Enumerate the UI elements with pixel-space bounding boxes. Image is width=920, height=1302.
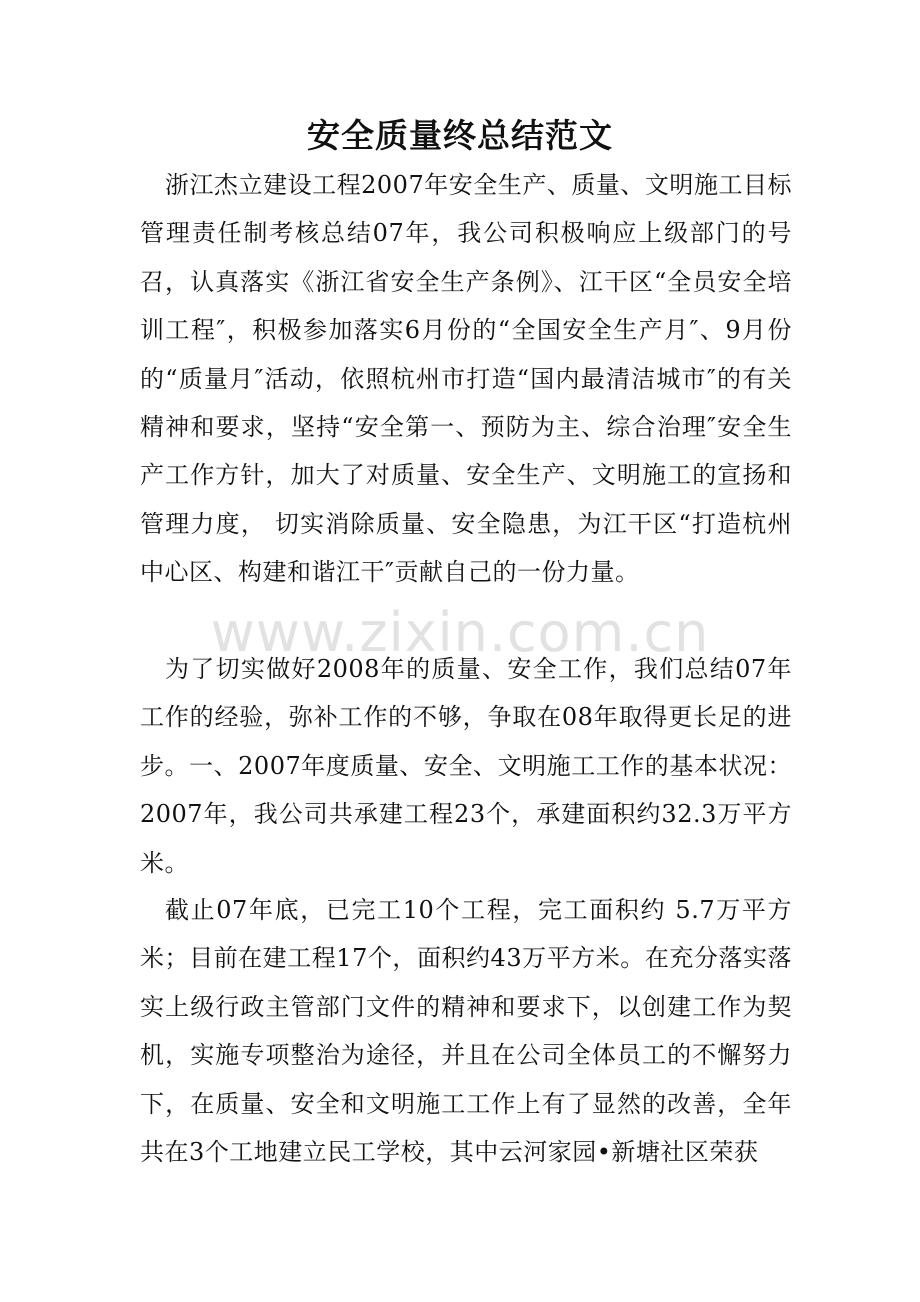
document-title: 安全质量终总结范文 xyxy=(307,116,613,155)
paragraph-1: 浙江杰立建设工程2007年安全生产、质量、文明施工目标管理责任制考核总结07年，我公司积极响应上级部门的号召，认真落实《浙江省安全生产条例》、江干区“全员安全培训工程″，积极参加落实6月份的“全国安全生产月″、9月份的“质量月″活动，依照杭州市打造“国内最清洁城市″的有关精神和要求，坚持“安全第一、预防为主、综合治理″安全生产工作方针，加大了对质量、安全生产、文明施工的宣扬和管理力度， 切实消除质量、安全隐患，为江干区“打造杭州中心区、构建和谐江干″贡献自己的一份力量。 xyxy=(140,171,792,587)
paragraph-2: 为了切实做好2008年的质量、安全工作，我们总结07年工作的经验，弥补工作的不够，争取在08年取得更长足的进步。一、2007年度质量、安全、文明施工工作的基本状况：2007年，我公司共承建工程23个，承建面积约32.3万平方米。 xyxy=(140,655,792,877)
watermark: www.zixin.com.cn xyxy=(210,601,710,664)
paragraph-3: 截止07年底，已完工10个工程，完工面积约 5.7万平方米；目前在建工程17个，面积约43万平方米。在充分落实落实上级行政主管部门文件的精神和要求下，以创建工作为契机，实施专项整治为途径，并且在公司全体员工的不懈努力下，在质量、安全和文明施工工作上有了显然的改善，全年共在3个工地建立民工学校，其中云河家园•新塘社区荣获 xyxy=(140,896,792,1167)
